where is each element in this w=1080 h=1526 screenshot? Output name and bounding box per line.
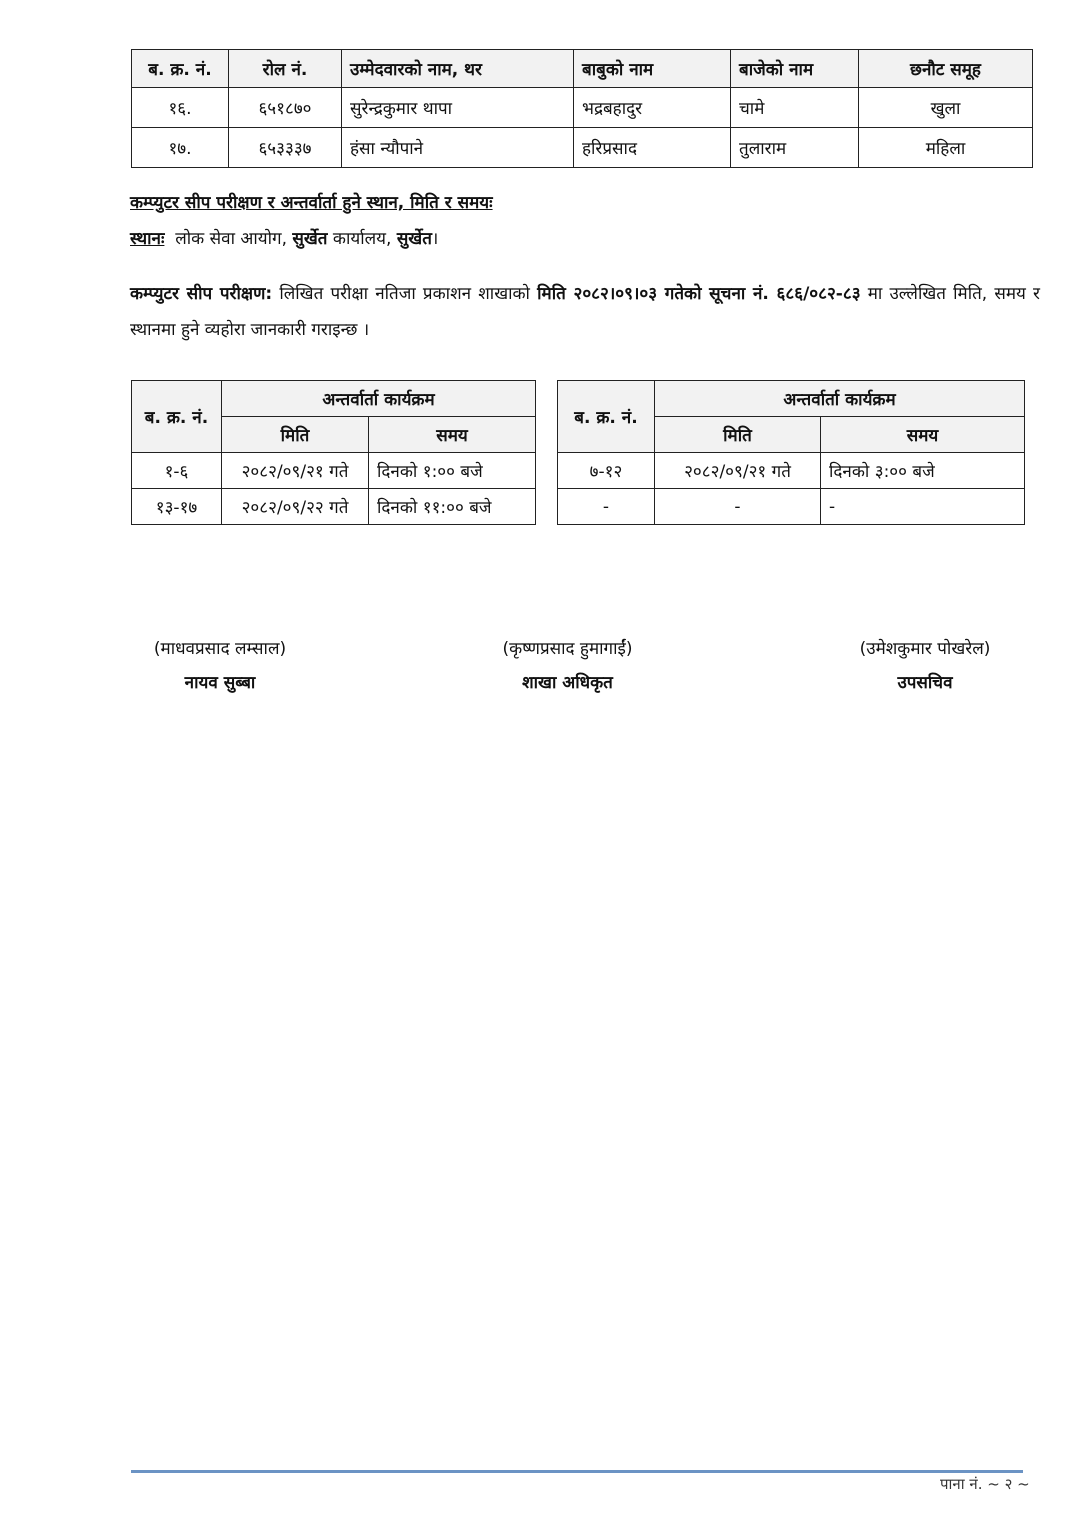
candidates-table [131,49,1033,168]
col-group: छनौट समूह [859,50,1033,88]
signatory-designation: नायव सुब्बा [184,673,256,693]
cell-date: २०८२/०९/२१ गते [655,453,821,489]
col-father-name: बाबुको नाम [574,50,731,88]
cell-grandfather-name: तुलाराम [731,128,859,168]
col-serial: ब. क्र. नं. [558,381,655,453]
table-row [132,88,1033,128]
col-time: समय [369,417,536,453]
interview-schedule-left [131,380,536,525]
table-row [132,489,536,525]
col-grandfather-name: बाजेको नाम [731,50,859,88]
venue-heading: कम्प्युटर सीप परीक्षण र अन्तर्वार्ता हुने स्थान, मिति र समयः [130,193,493,213]
cell-grandfather-name: चामे [731,88,859,128]
cell-group: खुला [859,88,1033,128]
col-date: मिति [655,417,821,453]
signatory [840,636,1010,693]
cell-date: - [655,489,821,525]
notice-reference: मिति २०८२।०९।०३ गतेको सूचना नं. ६८६/०८२-८३ [537,284,861,304]
cell-time: दिनको ११:०० बजे [369,489,536,525]
schedule-header-row [558,381,1025,417]
col-date: मिति [222,417,369,453]
computer-test-text: मा उल्लेखित मिति, समय र स्थानमा हुने व्यहोरा जानकारी गराइन्छ । [130,284,1040,340]
cell-father-name: भद्रबहादुर [574,88,731,128]
footer-divider [131,1470,1023,1473]
col-serial: ब. क्र. नं. [132,50,229,88]
table-row [132,453,536,489]
cell-candidate-name: सुरेन्द्रकुमार थापा [342,88,574,128]
computer-test-label: कम्प्युटर सीप परीक्षण: [130,284,273,304]
cell-candidate-name: हंसा न्यौपाने [342,128,574,168]
signatory-designation: उपसचिव [897,673,953,693]
signatory-designation: शाखा अधिकृत [522,673,613,693]
signatory [130,636,310,693]
venue-city: सुर्खेत [396,229,432,249]
cell-father-name: हरिप्रसाद [574,128,731,168]
cell-time: दिनको ३:०० बजे [821,453,1025,489]
venue-city: सुर्खेत [292,229,328,249]
col-roll: रोल नं. [229,50,342,88]
computer-test-text: लिखित परीक्षा नतिजा प्रकाशन शाखाको [272,284,538,304]
venue-text: लोक सेवा आयोग, [175,229,293,249]
venue-label: स्थानः [130,229,165,249]
table-row [558,489,1025,525]
table-row [132,128,1033,168]
signatory-name: (उमेशकुमार पोखरेल) [859,639,991,659]
cell-serial: १७. [132,128,229,168]
venue-text: कार्यालय, [327,229,397,249]
computer-test-paragraph [130,276,1040,348]
cell-serial: १६. [132,88,229,128]
page-number: पाना नं. ~ २ ~ [940,1475,1030,1493]
signatory [470,636,665,693]
interview-schedule-right [557,380,1025,525]
cell-group: महिला [859,128,1033,168]
table-header-row [132,50,1033,88]
signatory-name: (माधवप्रसाद लम्साल) [153,639,287,659]
cell-date: २०८२/०९/२१ गते [222,453,369,489]
cell-time: दिनको १:०० बजे [369,453,536,489]
cell-serial-range: ७-१२ [558,453,655,489]
cell-serial-range: १-६ [132,453,222,489]
schedule-header-row [132,381,536,417]
col-serial: ब. क्र. नं. [132,381,222,453]
cell-roll: ६५३३३७ [229,128,342,168]
interview-program-header: अन्तर्वार्ता कार्यक्रम [222,381,536,417]
cell-serial-range: १३-१७ [132,489,222,525]
venue-line [130,226,438,249]
signatory-name: (कृष्णप्रसाद हुमागाईं) [502,639,633,659]
cell-date: २०८२/०९/२२ गते [222,489,369,525]
col-candidate-name: उम्मेदवारको नाम, थर [342,50,574,88]
cell-roll: ६५१८७० [229,88,342,128]
cell-serial-range: - [558,489,655,525]
interview-program-header: अन्तर्वार्ता कार्यक्रम [655,381,1025,417]
table-row [558,453,1025,489]
venue-text: । [431,229,439,249]
col-time: समय [821,417,1025,453]
cell-time: - [821,489,1025,525]
